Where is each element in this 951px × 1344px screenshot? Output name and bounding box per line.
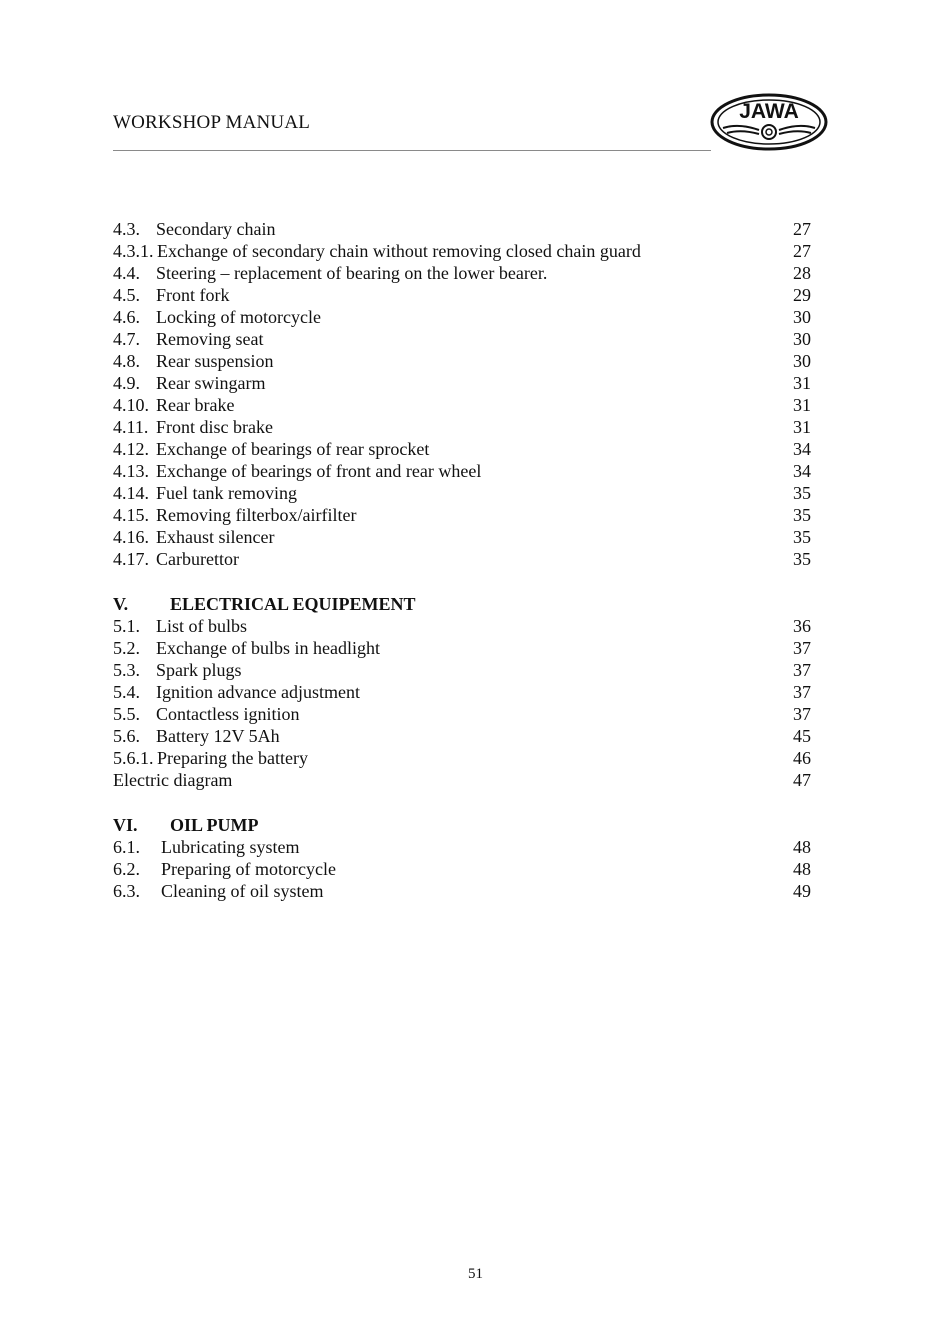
entry-title: Electric diagram bbox=[113, 770, 233, 790]
section-heading-oil-pump bbox=[113, 814, 811, 836]
entry-page: 31 bbox=[793, 417, 811, 437]
toc-entry bbox=[113, 836, 811, 858]
jawa-logo-icon bbox=[709, 92, 829, 152]
toc-entry bbox=[113, 637, 811, 659]
entry-number: 5.1. bbox=[113, 616, 140, 636]
entry-number: 4.5. bbox=[113, 285, 140, 305]
entry-title: Secondary chain bbox=[156, 219, 276, 239]
toc-entry bbox=[113, 328, 811, 350]
toc-entry bbox=[113, 526, 811, 548]
entry-number: 4.6. bbox=[113, 307, 140, 327]
entry-page: 37 bbox=[793, 660, 811, 680]
entry-number: 5.6. bbox=[113, 726, 140, 746]
entry-page: 49 bbox=[793, 881, 811, 901]
entry-title: Contactless ignition bbox=[156, 704, 300, 724]
entry-title: Steering – replacement of bearing on the lower bearer. bbox=[156, 263, 548, 283]
entry-page: 37 bbox=[793, 704, 811, 724]
entry-title: Carburettor bbox=[156, 549, 239, 569]
entry-page: 30 bbox=[793, 351, 811, 371]
entry-title: Exchange of bearings of front and rear wheel bbox=[156, 461, 482, 481]
header-divider bbox=[113, 150, 711, 151]
entry-page: 47 bbox=[793, 770, 811, 790]
entry-page: 46 bbox=[793, 748, 811, 768]
entry-number: 4.15. bbox=[113, 505, 149, 525]
entry-page: 35 bbox=[793, 527, 811, 547]
entry-title: Exchange of bulbs in headlight bbox=[156, 638, 380, 658]
entry-number: 4.16. bbox=[113, 527, 149, 547]
entry-title: Rear swingarm bbox=[156, 373, 266, 393]
section-title: ELECTRICAL EQUIPEMENT bbox=[170, 594, 416, 614]
entry-title: Exchange of secondary chain without removing closed chain guard bbox=[157, 241, 641, 261]
entry-title: Removing filterbox/airfilter bbox=[156, 505, 357, 525]
entry-number: 4.12. bbox=[113, 439, 149, 459]
toc-entry bbox=[113, 659, 811, 681]
entry-number: 4.9. bbox=[113, 373, 140, 393]
entry-title: List of bulbs bbox=[156, 616, 248, 636]
entry-title: Exhaust silencer bbox=[156, 527, 275, 547]
entry-number: 4.13. bbox=[113, 461, 149, 481]
entry-number: 4.7. bbox=[113, 329, 140, 349]
section-title: OIL PUMP bbox=[170, 815, 259, 835]
manual-title: WORKSHOP MANUAL bbox=[113, 112, 311, 133]
toc-entry bbox=[113, 504, 811, 526]
entry-title: Exchange of bearings of rear sprocket bbox=[156, 439, 430, 459]
entry-number: 5.5. bbox=[113, 704, 140, 724]
entry-page: 30 bbox=[793, 307, 811, 327]
toc-entry bbox=[113, 548, 811, 570]
entry-number: 6.1. bbox=[113, 837, 140, 857]
entry-title: Preparing the battery bbox=[157, 748, 308, 768]
toc-group-6 bbox=[113, 836, 811, 902]
entry-number: 4.14. bbox=[113, 483, 149, 503]
toc-group-5 bbox=[113, 615, 811, 791]
entry-page: 27 bbox=[793, 241, 811, 261]
entry-page: 48 bbox=[793, 837, 811, 857]
entry-title: Fuel tank removing bbox=[156, 483, 297, 503]
entry-number: 5.6.1. bbox=[113, 748, 154, 768]
entry-page: 31 bbox=[793, 395, 811, 415]
toc-entry bbox=[113, 681, 811, 703]
entry-number: 5.3. bbox=[113, 660, 140, 680]
toc-entry bbox=[113, 438, 811, 460]
toc-entry bbox=[113, 284, 811, 306]
entry-page: 35 bbox=[793, 483, 811, 503]
entry-title: Locking of motorcycle bbox=[156, 307, 321, 327]
entry-title: Front disc brake bbox=[156, 417, 273, 437]
entry-page: 37 bbox=[793, 682, 811, 702]
toc-entry bbox=[113, 769, 811, 791]
entry-page: 28 bbox=[793, 263, 811, 283]
table-of-contents bbox=[113, 218, 811, 902]
toc-entry bbox=[113, 372, 811, 394]
entry-number: 6.2. bbox=[113, 859, 140, 879]
entry-page: 45 bbox=[793, 726, 811, 746]
entry-title: Ignition advance adjustment bbox=[156, 682, 360, 702]
toc-entry bbox=[113, 482, 811, 504]
toc-entry bbox=[113, 218, 811, 240]
entry-number: 4.3. bbox=[113, 219, 140, 239]
toc-entry bbox=[113, 615, 811, 637]
entry-number: 4.3.1. bbox=[113, 241, 154, 261]
entry-page: 35 bbox=[793, 549, 811, 569]
entry-title: Rear brake bbox=[156, 395, 235, 415]
entry-page: 30 bbox=[793, 329, 811, 349]
entry-number: 5.2. bbox=[113, 638, 140, 658]
entry-number: 4.4. bbox=[113, 263, 140, 283]
toc-entry bbox=[113, 394, 811, 416]
toc-entry bbox=[113, 460, 811, 482]
entry-number: 4.11. bbox=[113, 417, 149, 437]
entry-number: 4.10. bbox=[113, 395, 149, 415]
entry-number: 4.8. bbox=[113, 351, 140, 371]
entry-title: Removing seat bbox=[156, 329, 264, 349]
toc-entry bbox=[113, 306, 811, 328]
toc-entry bbox=[113, 262, 811, 284]
toc-entry bbox=[113, 703, 811, 725]
entry-page: 34 bbox=[793, 439, 811, 459]
toc-entry bbox=[113, 350, 811, 372]
entry-page: 31 bbox=[793, 373, 811, 393]
toc-entry bbox=[113, 880, 811, 902]
entry-number: 5.4. bbox=[113, 682, 140, 702]
entry-title: Front fork bbox=[156, 285, 230, 305]
toc-entry bbox=[113, 858, 811, 880]
entry-page: 37 bbox=[793, 638, 811, 658]
section-number: VI. bbox=[113, 815, 138, 835]
entry-title: Cleaning of oil system bbox=[161, 881, 324, 901]
entry-page: 29 bbox=[793, 285, 811, 305]
entry-page: 36 bbox=[793, 616, 811, 636]
toc-group-4 bbox=[113, 218, 811, 570]
entry-title: Lubricating system bbox=[161, 837, 300, 857]
entry-page: 35 bbox=[793, 505, 811, 525]
toc-entry bbox=[113, 747, 811, 769]
entry-title: Spark plugs bbox=[156, 660, 242, 680]
entry-page: 27 bbox=[793, 219, 811, 239]
entry-page: 48 bbox=[793, 859, 811, 879]
toc-entry bbox=[113, 240, 811, 262]
logo-wordmark: JAWA bbox=[739, 100, 799, 123]
toc-entry bbox=[113, 725, 811, 747]
section-number: V. bbox=[113, 594, 129, 614]
entry-title: Rear suspension bbox=[156, 351, 274, 371]
entry-page: 34 bbox=[793, 461, 811, 481]
entry-title: Battery 12V 5Ah bbox=[156, 726, 280, 746]
entry-number: 4.17. bbox=[113, 549, 149, 569]
section-heading-electrical bbox=[113, 593, 811, 615]
toc-entry bbox=[113, 416, 811, 438]
entry-number: 6.3. bbox=[113, 881, 140, 901]
page-number: 51 bbox=[468, 1266, 483, 1282]
entry-title: Preparing of motorcycle bbox=[161, 859, 336, 879]
